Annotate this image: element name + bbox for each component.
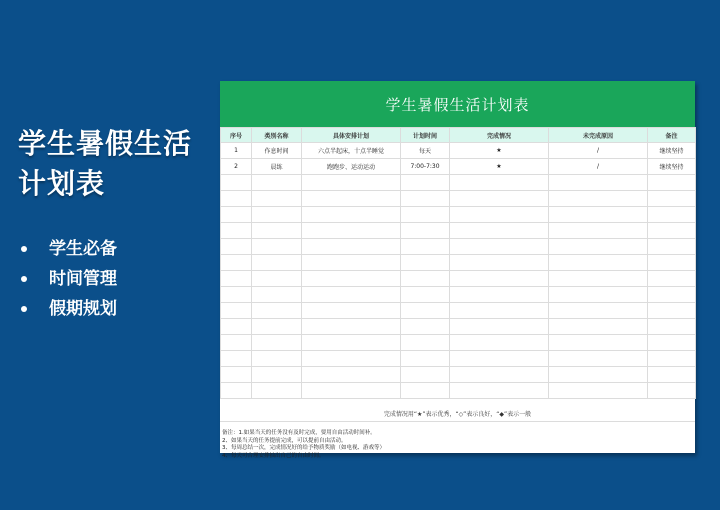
table-row-empty bbox=[221, 271, 696, 287]
table-row-empty bbox=[221, 367, 696, 383]
table-cell[interactable] bbox=[221, 255, 252, 271]
bullet-icon bbox=[21, 246, 27, 252]
table-cell[interactable] bbox=[252, 319, 302, 335]
table-cell[interactable] bbox=[302, 351, 401, 367]
note-line: 2、如果当天的任务提前完成，可以提前自由活动。 bbox=[222, 437, 347, 444]
table-cell[interactable] bbox=[549, 255, 648, 271]
column-header: 具体安排计划 bbox=[302, 128, 401, 143]
table-cell[interactable] bbox=[252, 367, 302, 383]
table-cell[interactable] bbox=[450, 207, 549, 223]
table-cell[interactable] bbox=[302, 207, 401, 223]
table-row-empty bbox=[221, 191, 696, 207]
table-cell[interactable] bbox=[450, 319, 549, 335]
legend-note bbox=[220, 405, 695, 422]
table-cell[interactable] bbox=[252, 223, 302, 239]
table-cell[interactable] bbox=[221, 271, 252, 287]
table-cell[interactable] bbox=[252, 191, 302, 207]
table-cell[interactable]: / bbox=[549, 143, 648, 159]
table-cell[interactable] bbox=[302, 191, 401, 207]
note-line: 3、每周总结一次，完成情况好的给予物质奖励（如电视、游戏等） bbox=[222, 445, 386, 452]
table-cell[interactable] bbox=[252, 271, 302, 287]
legend-text: 完成情况用“★”表示优秀，“◇”表示良好，“◆”表示一般 bbox=[383, 410, 532, 418]
table-cell[interactable] bbox=[221, 319, 252, 335]
table-cell[interactable] bbox=[252, 175, 302, 191]
table-cell[interactable] bbox=[549, 239, 648, 255]
feature-item bbox=[20, 234, 117, 264]
table-row-empty bbox=[221, 335, 696, 351]
table-cell[interactable] bbox=[450, 335, 549, 351]
table-cell[interactable] bbox=[302, 271, 401, 287]
table-cell[interactable] bbox=[549, 319, 648, 335]
table-cell[interactable] bbox=[302, 255, 401, 271]
column-header: 类别名称 bbox=[252, 128, 302, 143]
notes-block bbox=[220, 422, 695, 460]
table-cell[interactable] bbox=[252, 239, 302, 255]
table-row-empty bbox=[221, 383, 696, 399]
table-cell[interactable] bbox=[549, 271, 648, 287]
table-cell[interactable] bbox=[549, 191, 648, 207]
table-cell[interactable] bbox=[549, 303, 648, 319]
sheet-title: 学生暑假生活计划表 bbox=[385, 95, 530, 114]
plan-table bbox=[220, 127, 696, 399]
table-cell[interactable] bbox=[221, 239, 252, 255]
table-cell[interactable] bbox=[648, 271, 696, 287]
table-cell[interactable]: 晨练 bbox=[252, 159, 302, 175]
table-cell[interactable] bbox=[648, 335, 696, 351]
table-cell[interactable] bbox=[252, 335, 302, 351]
table-cell[interactable] bbox=[401, 207, 450, 223]
table-cell[interactable] bbox=[450, 223, 549, 239]
table-cell[interactable]: 六点半起床，十点半睡觉 bbox=[302, 143, 401, 159]
table-cell[interactable] bbox=[302, 287, 401, 303]
table-cell[interactable] bbox=[221, 351, 252, 367]
bullet-icon bbox=[21, 306, 27, 312]
table-cell[interactable] bbox=[648, 287, 696, 303]
table-cell[interactable] bbox=[549, 383, 648, 399]
table-cell[interactable] bbox=[252, 303, 302, 319]
table-cell[interactable] bbox=[221, 223, 252, 239]
table-cell[interactable] bbox=[401, 367, 450, 383]
table-cell[interactable] bbox=[549, 207, 648, 223]
table-cell[interactable] bbox=[549, 351, 648, 367]
table-cell[interactable]: ★ bbox=[450, 159, 549, 175]
table-cell[interactable]: / bbox=[549, 159, 648, 175]
table-cell[interactable]: ★ bbox=[450, 143, 549, 159]
table-cell[interactable] bbox=[221, 207, 252, 223]
table-cell[interactable] bbox=[252, 383, 302, 399]
feature-item bbox=[20, 294, 117, 324]
table-cell[interactable] bbox=[401, 303, 450, 319]
table-cell[interactable] bbox=[450, 175, 549, 191]
table-cell[interactable] bbox=[450, 271, 549, 287]
table-cell[interactable] bbox=[302, 175, 401, 191]
table-row-empty bbox=[221, 175, 696, 191]
table-cell[interactable] bbox=[252, 207, 302, 223]
feature-label: 假期规划 bbox=[49, 299, 117, 319]
feature-list bbox=[20, 234, 117, 324]
note-line: 4、每天可合理安排抽出自己的自由时间。 bbox=[222, 452, 325, 459]
table-body bbox=[221, 143, 696, 399]
table-cell[interactable] bbox=[648, 191, 696, 207]
table-cell[interactable]: 2 bbox=[221, 159, 252, 175]
table-cell[interactable]: 继续坚持 bbox=[648, 159, 696, 175]
table-cell[interactable] bbox=[401, 319, 450, 335]
table-cell[interactable]: 跑跑步、运动运动 bbox=[302, 159, 401, 175]
table-row-empty bbox=[221, 303, 696, 319]
table-row-empty bbox=[221, 255, 696, 271]
column-header: 序号 bbox=[221, 128, 252, 143]
table-cell[interactable] bbox=[401, 223, 450, 239]
table-cell[interactable] bbox=[221, 367, 252, 383]
table-cell[interactable] bbox=[302, 223, 401, 239]
table-cell[interactable]: 每天 bbox=[401, 143, 450, 159]
bullet-icon bbox=[21, 276, 27, 282]
table-cell[interactable] bbox=[450, 351, 549, 367]
table-cell[interactable] bbox=[221, 287, 252, 303]
table-cell[interactable] bbox=[302, 335, 401, 351]
table-cell[interactable] bbox=[450, 191, 549, 207]
table-row-empty bbox=[221, 287, 696, 303]
table-row-empty bbox=[221, 351, 696, 367]
table-cell[interactable] bbox=[648, 239, 696, 255]
page-title bbox=[18, 124, 218, 204]
table-cell[interactable] bbox=[221, 335, 252, 351]
table-cell[interactable] bbox=[450, 383, 549, 399]
table-cell[interactable] bbox=[450, 255, 549, 271]
table-row-empty bbox=[221, 223, 696, 239]
table-row bbox=[221, 159, 696, 175]
table-cell[interactable] bbox=[221, 383, 252, 399]
feature-label: 学生必备 bbox=[49, 239, 117, 259]
feature-label: 时间管理 bbox=[49, 269, 117, 289]
table-cell[interactable] bbox=[549, 335, 648, 351]
table-cell[interactable] bbox=[401, 287, 450, 303]
table-cell[interactable] bbox=[648, 383, 696, 399]
table-cell[interactable] bbox=[252, 287, 302, 303]
table-cell[interactable] bbox=[401, 351, 450, 367]
table-cell[interactable] bbox=[450, 303, 549, 319]
table-cell[interactable] bbox=[401, 335, 450, 351]
table-cell[interactable] bbox=[401, 191, 450, 207]
table-cell[interactable]: 作息时间 bbox=[252, 143, 302, 159]
table-cell[interactable] bbox=[221, 175, 252, 191]
table-cell[interactable] bbox=[648, 303, 696, 319]
table-cell[interactable] bbox=[648, 207, 696, 223]
table-cell[interactable] bbox=[648, 255, 696, 271]
table-cell[interactable] bbox=[302, 319, 401, 335]
table-cell[interactable] bbox=[549, 287, 648, 303]
column-header: 完成情况 bbox=[450, 128, 549, 143]
table-cell[interactable] bbox=[401, 239, 450, 255]
table-row-empty bbox=[221, 207, 696, 223]
column-header: 计划时间 bbox=[401, 128, 450, 143]
table-cell[interactable] bbox=[549, 367, 648, 383]
table-cell[interactable] bbox=[302, 239, 401, 255]
table-cell[interactable] bbox=[401, 255, 450, 271]
table-cell[interactable] bbox=[302, 367, 401, 383]
table-cell[interactable] bbox=[549, 223, 648, 239]
table-row bbox=[221, 143, 696, 159]
table-cell[interactable] bbox=[648, 175, 696, 191]
column-header: 备注 bbox=[648, 128, 696, 143]
table-cell[interactable]: 继续坚持 bbox=[648, 143, 696, 159]
table-row-empty bbox=[221, 239, 696, 255]
table-cell[interactable] bbox=[221, 303, 252, 319]
page-title-line-1: 学生暑假生活 bbox=[18, 127, 193, 160]
sheet-title-bar bbox=[220, 81, 695, 127]
page-title-line-2: 计划表 bbox=[18, 167, 106, 200]
table-cell[interactable] bbox=[450, 287, 549, 303]
table-cell[interactable] bbox=[549, 175, 648, 191]
table-cell[interactable] bbox=[302, 383, 401, 399]
table-cell[interactable] bbox=[252, 255, 302, 271]
table-cell[interactable] bbox=[401, 383, 450, 399]
note-line: 备注：1.如果当天的任务没有及时完成，要用自由活动时间补。 bbox=[222, 430, 376, 436]
table-cell[interactable] bbox=[450, 239, 549, 255]
table-cell[interactable] bbox=[252, 351, 302, 367]
table-cell[interactable] bbox=[648, 367, 696, 383]
feature-item bbox=[20, 264, 117, 294]
table-cell[interactable] bbox=[648, 319, 696, 335]
table-cell[interactable] bbox=[648, 351, 696, 367]
table-cell[interactable]: 7:00-7:30 bbox=[401, 159, 450, 175]
plan-sheet bbox=[220, 81, 695, 459]
table-cell[interactable] bbox=[648, 223, 696, 239]
table-cell[interactable] bbox=[450, 367, 549, 383]
table-cell[interactable] bbox=[302, 303, 401, 319]
table-cell[interactable] bbox=[401, 175, 450, 191]
table-cell[interactable] bbox=[401, 271, 450, 287]
table-cell[interactable] bbox=[221, 191, 252, 207]
table-cell[interactable]: 1 bbox=[221, 143, 252, 159]
table-header-row bbox=[221, 128, 696, 143]
column-header: 未完成原因 bbox=[549, 128, 648, 143]
table-row-empty bbox=[221, 319, 696, 335]
